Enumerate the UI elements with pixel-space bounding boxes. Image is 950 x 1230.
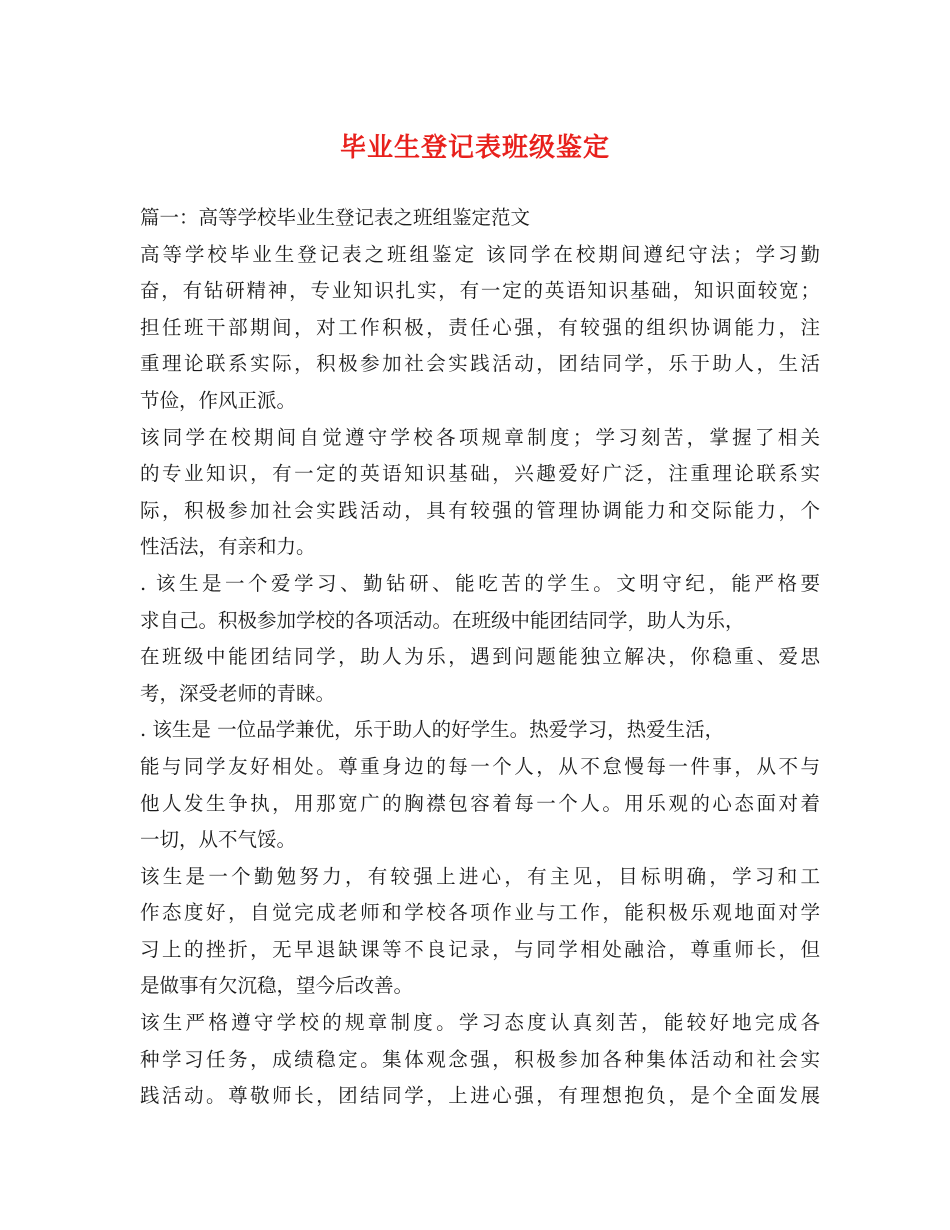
body-line: 的专业知识，有一定的英语知识基础，兴趣爱好广泛，注重理论联系实: [140, 462, 820, 486]
body-line: 能与同学友好相处。尊重身边的每一个人，从不怠慢每一件事，从不与: [140, 754, 820, 778]
body-line: 作态度好，自觉完成老师和学校各项作业与工作，能积极乐观地面对学: [140, 901, 820, 925]
body-line: 性活法，有亲和力。: [140, 535, 316, 559]
body-line: 考，深受老师的青睐。: [140, 681, 336, 705]
body-line: 践活动。尊敬师长，团结同学，上进心强，有理想抱负，是个全面发展: [140, 1084, 820, 1108]
body-line: 求自己。积极参加学校的各项活动。在班级中能团结同学，助人为乐，: [140, 608, 745, 632]
body-line: 他人发生争执，用那宽广的胸襟包容着每一个人。用乐观的心态面对着: [140, 791, 820, 815]
body-line: 是做事有欠沉稳，望今后改善。: [140, 974, 414, 998]
body-line: 该生严格遵守学校的规章制度。学习态度认真刻苦，能较好地完成各: [140, 1011, 820, 1035]
body-line: 在班级中能团结同学，助人为乐，遇到问题能独立解决，你稳重、爱思: [140, 645, 820, 669]
body-line: 际，积极参加社会实践活动，具有较强的管理协调能力和交际能力，个: [140, 498, 820, 522]
body-line: 奋，有钻研精神，专业知识扎实，有一定的英语知识基础，知识面较宽；: [140, 279, 820, 303]
body-line: 篇一：高等学校毕业生登记表之班组鉴定范文: [140, 206, 531, 229]
body-line: 担任班干部期间，对工作积极，责任心强，有较强的组织协调能力，注: [140, 315, 820, 339]
body-line: . 该生是 一位品学兼优，乐于助人的好学生。热爱学习，热爱生活，: [140, 718, 725, 742]
body-line: 高等学校毕业生登记表之班组鉴定 该同学在校期间遵纪守法；学习勤: [140, 242, 820, 266]
body-line: 习上的挫折，无早退缺课等不良记录，与同学相处融洽，尊重师长，但: [140, 937, 820, 961]
document-title: 毕业生登记表班级鉴定: [339, 133, 610, 163]
body-line: 该生是一个勤勉努力，有较强上进心，有主见，目标明确，学习和工: [140, 864, 820, 888]
body-line: 种学习任务，成绩稳定。集体观念强，积极参加各种集体活动和社会实: [140, 1047, 820, 1071]
body-line: 一切，从不气馁。: [140, 828, 297, 852]
body-line: . 该生是一个爱学习、勤钻研、能吃苦的学生。文明守纪，能严格要: [140, 571, 820, 595]
document-body: [140, 200, 820, 1115]
body-line: 该同学在校期间自觉遵守学校各项规章制度；学习刻苦，掌握了相关: [140, 425, 820, 449]
body-line: 节俭，作风正派。: [140, 388, 297, 412]
body-line: 重理论联系实际，积极参加社会实践活动，团结同学，乐于助人，生活: [140, 352, 820, 376]
